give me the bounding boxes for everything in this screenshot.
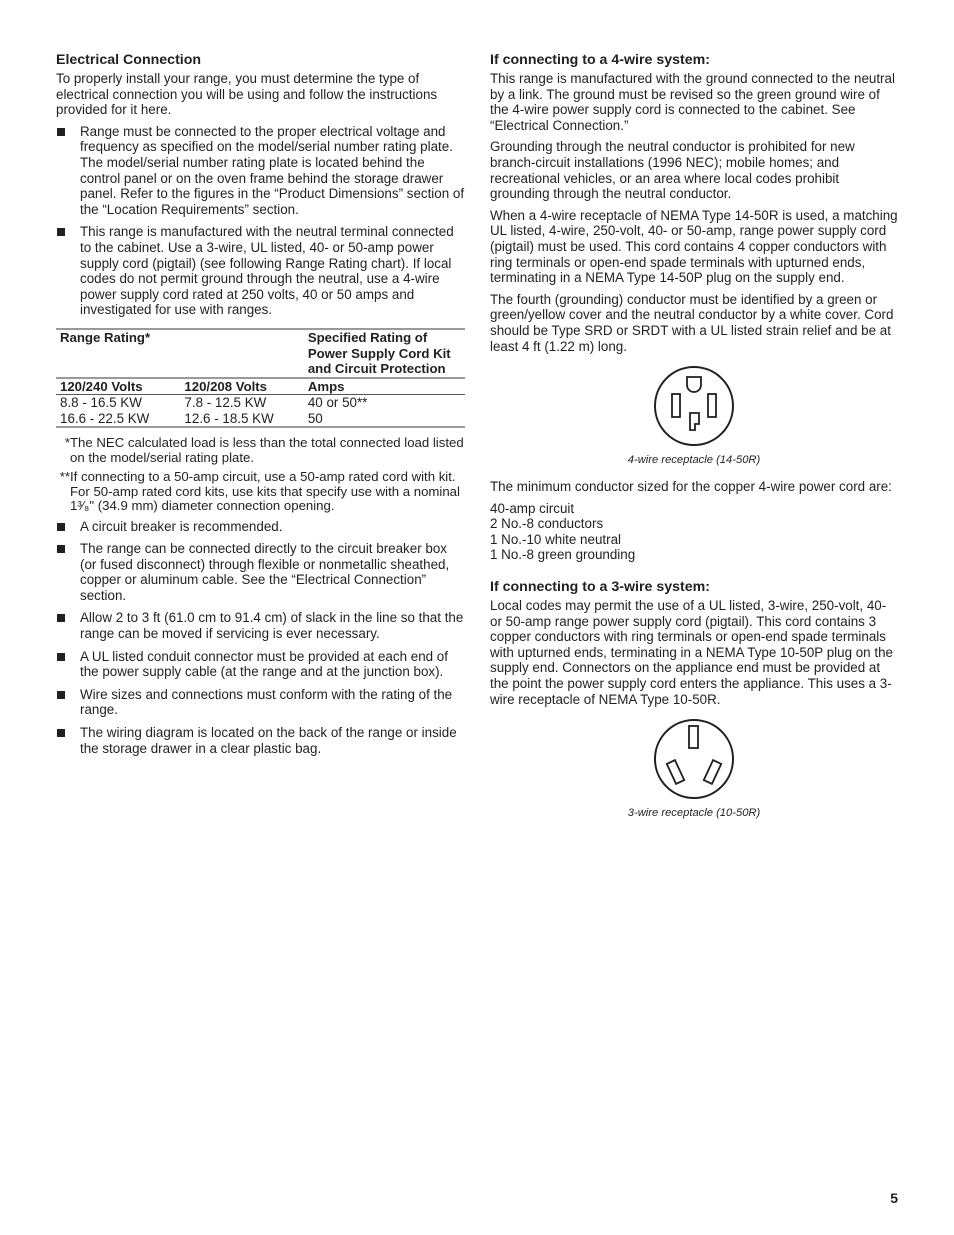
list-item: 1 No.-10 white neutral bbox=[490, 531, 622, 547]
right-column bbox=[490, 52, 898, 832]
list-item: Range must be connected to the proper electrical voltage and frequency as specified on the model/serial number rating plate. The model/serial number rating plate is located behind the control panel or on the oven frame behind the storage drawer panel. Refer to the figures in the “Product Dimensions” section of the “Location Requirements” section. bbox=[56, 124, 466, 218]
footnote-mark: ** bbox=[59, 469, 70, 485]
four-wire-receptacle-icon bbox=[652, 364, 736, 448]
min-conductor-list bbox=[490, 501, 898, 563]
list-item: This range is manufactured with the neutral terminal connected to the cabinet. Use a 3-wire, UL listed, 40- or 50-amp power supply cord (pigtail) (see following Range Rating chart). If local codes do not permit ground through the neutral, use a 4-wire power supply cord rated at 250 volts, 40 or 50 amps and investigated for use with ranges. bbox=[56, 224, 466, 318]
requirements-list-top bbox=[56, 124, 466, 318]
cell-line: 7.8 - 12.5 KW bbox=[184, 395, 267, 411]
range-rating-header: Range Rating* bbox=[56, 329, 304, 378]
list-item: Allow 2 to 3 ft (61.0 cm to 91.4 cm) of slack in the line so that the range can be moved if servicing is ever necessary. bbox=[56, 610, 466, 641]
cell-line: 50 bbox=[307, 410, 323, 426]
figure-caption: 3-wire receptacle (10-50R) bbox=[627, 807, 761, 820]
four-wire-figure bbox=[490, 364, 898, 467]
footnote bbox=[56, 470, 466, 513]
list-item: 1 No.-8 green grounding bbox=[490, 547, 636, 563]
footnote-mark: * bbox=[64, 435, 70, 451]
list-item: 40-amp circuit bbox=[490, 500, 575, 516]
table-subheader-row bbox=[56, 378, 465, 395]
list-item: 2 No.-8 conductors bbox=[490, 516, 604, 532]
volts-240-header: 120/240 Volts bbox=[56, 378, 180, 395]
four-wire-heading: If connecting to a 4-wire system: bbox=[490, 52, 710, 68]
list-item: The wiring diagram is located on the back of the range or inside the storage drawer in a clear plastic bag. bbox=[56, 725, 466, 756]
intro-paragraph: To properly install your range, you must determine the type of electrical connection you will be using and follow the instructions provided for it here. bbox=[56, 71, 438, 118]
left-column bbox=[56, 52, 466, 763]
footnote-text: The NEC calculated load is less than the total connected load listed on the model/serial rating plate. bbox=[70, 435, 464, 465]
list-item: A UL listed conduit connector must be provided at each end of the power supply cable (at the range and at the junction box). bbox=[56, 649, 466, 680]
footnote-text: If connecting to a 50-amp circuit, use a 50-amp rated cord with kit. For 50-amp rated cord kits, use kits that specify use with a nominal 1³⁄₈" (34.9 mm) diameter connection opening. bbox=[70, 469, 460, 514]
table-row bbox=[56, 395, 465, 428]
paragraph: Local codes may permit the use of a UL listed, 3-wire, 250-volt, 40- or 50-amp range power supply cord (pigtail). This cord contains 3 copper conductors with ring terminals or open-end spade terminals with upturned ends, terminating in a NEMA Type 10-50P plug on the supply end. Connectors on the appliance end must be provided at the point the power supply cord enters the appliance. This uses a 3-wire receptacle of NEMA Type 10-50R. bbox=[490, 598, 893, 707]
footnote bbox=[56, 436, 466, 465]
page-number: 5 bbox=[890, 1190, 898, 1206]
list-item: A circuit breaker is recommended. bbox=[56, 519, 466, 535]
list-item: Wire sizes and connections must conform with the rating of the range. bbox=[56, 687, 466, 718]
list-item: The range can be connected directly to the circuit breaker box (or fused disconnect) through flexible or nonmetallic sheathed, copper or aluminum cable. See the “Electrical Connection” section. bbox=[56, 541, 466, 603]
volts-240-cell bbox=[56, 395, 180, 428]
cell-line: 12.6 - 18.5 KW bbox=[184, 410, 274, 426]
amps-header: Amps bbox=[304, 378, 465, 395]
range-rating-table bbox=[56, 328, 465, 429]
amps-cell bbox=[304, 395, 465, 428]
volts-208-cell bbox=[180, 395, 303, 428]
electrical-connection-heading: Electrical Connection bbox=[56, 52, 202, 68]
cell-line: 8.8 - 16.5 KW bbox=[60, 395, 142, 411]
volts-208-header: 120/208 Volts bbox=[180, 378, 303, 395]
three-wire-receptacle-icon bbox=[652, 717, 736, 801]
figure-caption: 4-wire receptacle (14-50R) bbox=[627, 454, 761, 467]
three-wire-heading: If connecting to a 3-wire system: bbox=[490, 579, 710, 596]
requirements-list-bottom bbox=[56, 519, 466, 757]
cell-line: 16.6 - 22.5 KW bbox=[60, 410, 150, 426]
table-header-row bbox=[56, 329, 465, 378]
paragraph: Grounding through the neutral conductor is prohibited for new branch-circuit installations (1996 NEC); mobile homes; and recreational vehicles, or an area where local codes prohibit grounding through the neutral conductor. bbox=[490, 139, 855, 202]
three-wire-figure bbox=[490, 717, 898, 820]
paragraph: When a 4-wire receptacle of NEMA Type 14-50R is used, a matching UL listed, 4-wire, 250-volt, 40- or 50-amp, range power supply cord (pigtail) must be used. This cord contains 4 copper conductors with ring terminals or open-end spade terminals with upturned ends, terminating in a NEMA Type 14-50P plug on the supply end. bbox=[490, 207, 898, 286]
paragraph: The fourth (grounding) conductor must be identified by a green or green/yellow cover and the neutral conductor by a white cover. Cord should be Type SRD or SRDT with a UL listed strain relief and be at least 4 ft (1.22 m) long. bbox=[490, 291, 894, 354]
cell-line: 40 or 50** bbox=[307, 395, 368, 411]
min-conductor-intro: The minimum conductor sized for the copper 4-wire power cord are: bbox=[490, 479, 892, 495]
specified-rating-header: Specified Rating of Power Supply Cord Kit and Circuit Protection bbox=[304, 329, 465, 378]
paragraph: This range is manufactured with the ground connected to the neutral by a link. The ground must be revised so the green ground wire of the 4-wire power supply cord is connected to the cabinet. See “Electrical Connection.” bbox=[490, 71, 895, 133]
